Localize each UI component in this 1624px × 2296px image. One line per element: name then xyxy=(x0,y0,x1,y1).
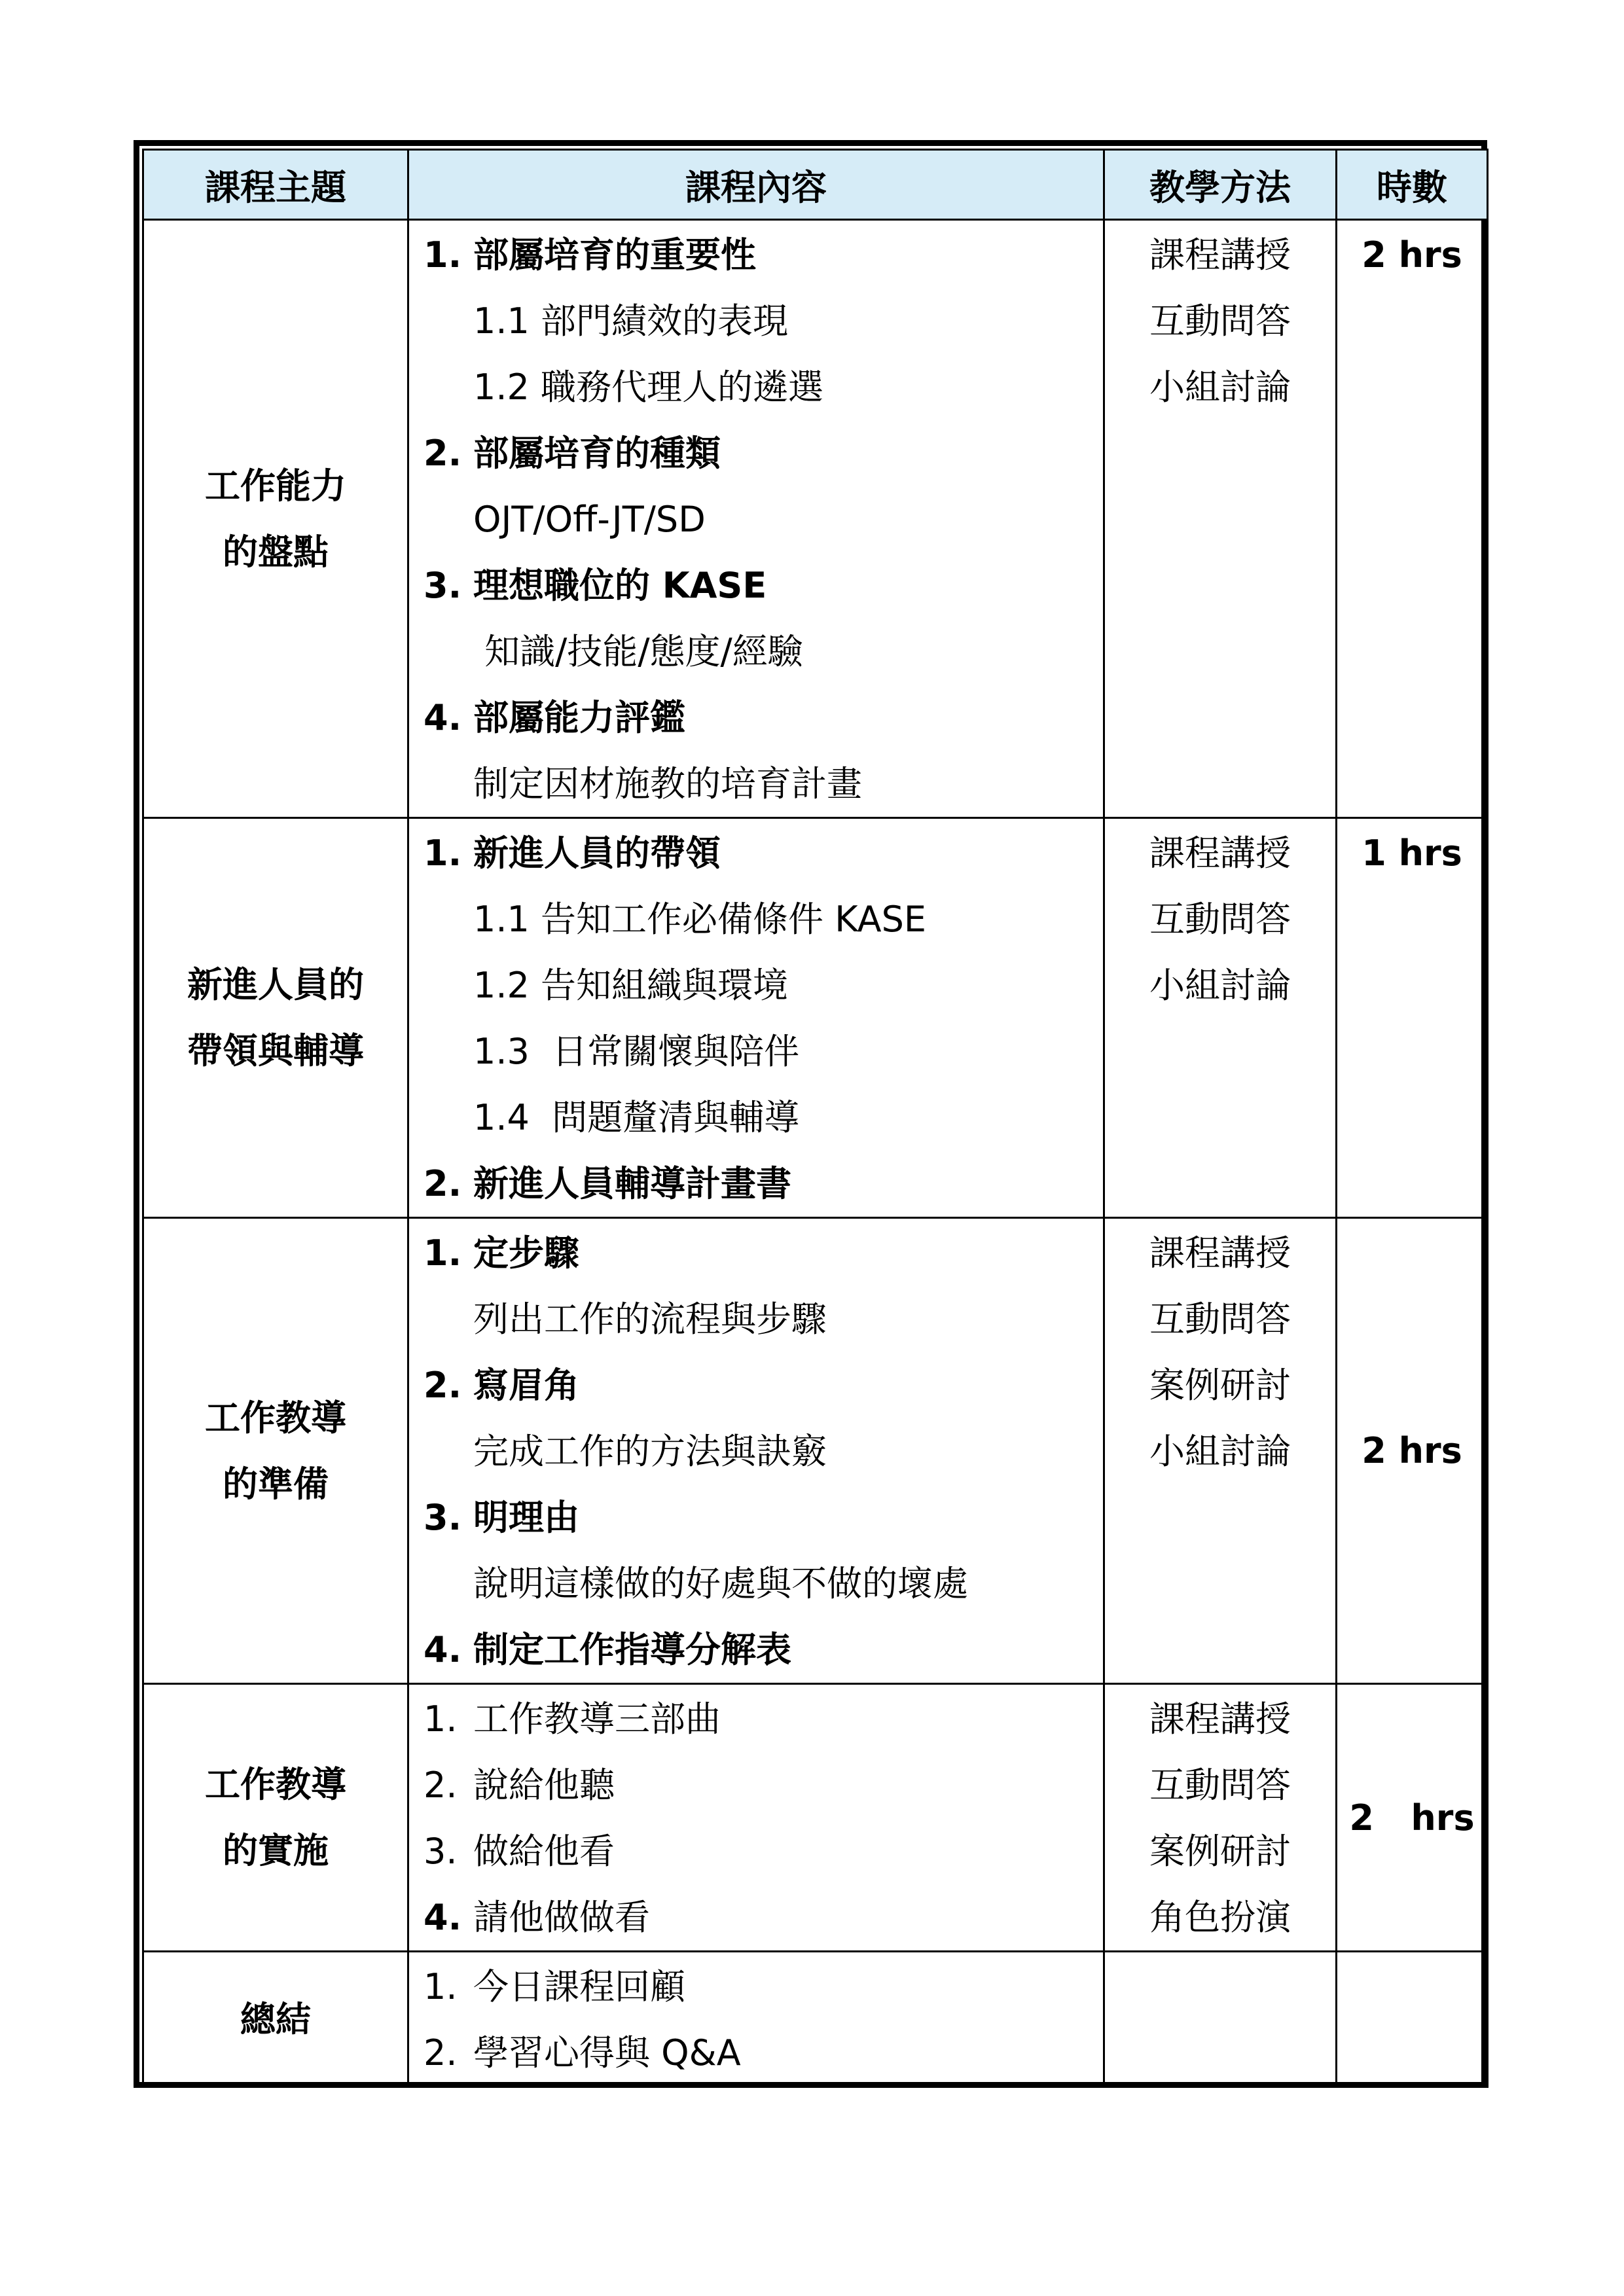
method-item: 課程講授 xyxy=(1149,833,1291,874)
hours-cell xyxy=(1337,1684,1488,1952)
method-cell xyxy=(1104,1952,1337,2087)
content-item-number: 3. xyxy=(424,1831,458,1872)
method-item: 課程講授 xyxy=(1149,1232,1291,1274)
content-item-number: 3. xyxy=(424,565,462,606)
content-item xyxy=(424,952,1103,1018)
content-cell xyxy=(408,818,1104,1218)
topic-line: 的準備 xyxy=(223,1463,329,1505)
content-subitem-text: 1.1 部門績效的表現 xyxy=(473,300,789,342)
content-item-text: 新進人員輔導計畫書 xyxy=(473,1163,791,1204)
topic-cell xyxy=(143,1952,408,2087)
content-item-text: 說給他聽 xyxy=(473,1765,615,1806)
content-item xyxy=(424,1286,1103,1352)
content-item-text: 部屬能力評鑑 xyxy=(473,697,685,738)
content-item-number: 1. xyxy=(424,234,462,276)
topic-line: 的盤點 xyxy=(223,531,329,573)
topic-line: 工作教導 xyxy=(205,1764,346,1805)
method-cell xyxy=(1104,1684,1337,1952)
content-item-text: 部屬培育的種類 xyxy=(473,433,721,474)
content-item xyxy=(424,1818,1103,1884)
course-table-body xyxy=(143,220,1488,2087)
hours-cell xyxy=(1337,1952,1488,2087)
content-item xyxy=(424,1220,1103,1286)
content-subitem-text: 知識/技能/態度/經驗 xyxy=(473,631,803,672)
method-item: 互動問答 xyxy=(1149,899,1291,940)
method-item: 案例研討 xyxy=(1149,1831,1291,1872)
content-item xyxy=(424,751,1103,817)
content-item xyxy=(424,619,1103,685)
content-item xyxy=(424,354,1103,420)
content-item-text: 今日課程回顧 xyxy=(473,1966,685,2007)
topic-line: 帶領與輔導 xyxy=(187,1030,364,1071)
method-cell xyxy=(1104,1218,1337,1684)
content-item-number: 1. xyxy=(424,833,462,874)
content-item xyxy=(424,1018,1103,1085)
method-cell xyxy=(1104,818,1337,1218)
hours-cell xyxy=(1337,818,1488,1218)
method-item: 課程講授 xyxy=(1149,1698,1291,1740)
method-cell xyxy=(1104,220,1337,818)
table-row xyxy=(143,1684,1488,1952)
content-item-number: 2. xyxy=(424,1765,458,1806)
content-cell xyxy=(408,220,1104,818)
hours-value: 1 hrs xyxy=(1362,833,1462,874)
content-item-text: 工作教導三部曲 xyxy=(473,1698,721,1740)
content-cell xyxy=(408,1952,1104,2087)
content-item-number: 2. xyxy=(424,433,462,474)
content-subitem-text: 說明這樣做的好處與不做的壞處 xyxy=(473,1563,968,1604)
content-item-text: 定步驟 xyxy=(473,1232,579,1274)
content-item-number: 1. xyxy=(424,1698,458,1740)
content-item xyxy=(424,1484,1103,1551)
content-item-number: 4. xyxy=(424,1629,462,1670)
topic-line: 的實施 xyxy=(223,1830,329,1871)
header-hours: 時數 xyxy=(1337,150,1488,220)
method-item: 小組討論 xyxy=(1149,1431,1291,1472)
method-item: 互動問答 xyxy=(1149,1765,1291,1806)
header-topic: 課程主題 xyxy=(143,150,408,220)
content-cell xyxy=(408,1684,1104,1952)
table-row xyxy=(143,818,1488,1218)
content-item xyxy=(424,1686,1103,1752)
content-item xyxy=(424,1418,1103,1484)
content-item xyxy=(424,288,1103,354)
content-item-number: 1. xyxy=(424,1232,462,1274)
content-item xyxy=(424,685,1103,751)
header-row xyxy=(143,150,1488,220)
content-item-text: 理想職位的 KASE xyxy=(473,565,767,606)
header-content: 課程內容 xyxy=(408,150,1104,220)
topic-line: 工作教導 xyxy=(205,1397,346,1439)
content-item-text: 制定工作指導分解表 xyxy=(473,1629,791,1670)
content-subitem-text: 1.2 告知組織與環境 xyxy=(473,965,789,1006)
content-item xyxy=(424,1085,1103,1151)
content-item-number: 2. xyxy=(424,1163,462,1204)
content-item xyxy=(424,1884,1103,1950)
content-item-number: 1. xyxy=(424,1966,458,2007)
content-item xyxy=(424,222,1103,288)
content-item-number: 3. xyxy=(424,1497,462,1538)
content-item xyxy=(424,1752,1103,1818)
method-item: 案例研討 xyxy=(1149,1365,1291,1406)
topic-cell xyxy=(143,818,408,1218)
content-item-number: 4. xyxy=(424,1897,462,1938)
content-item xyxy=(424,820,1103,886)
content-subitem-text: 完成工作的方法與訣竅 xyxy=(473,1431,827,1472)
header-method: 教學方法 xyxy=(1104,150,1337,220)
content-item-text: 請他做做看 xyxy=(473,1897,650,1938)
table-row xyxy=(143,220,1488,818)
method-item: 課程講授 xyxy=(1149,234,1291,276)
content-subitem-text: 1.4 問題釐清與輔導 xyxy=(473,1097,800,1138)
content-item-text: 學習心得與 Q&A xyxy=(473,2032,741,2073)
content-item xyxy=(424,420,1103,486)
table-row xyxy=(143,1952,1488,2087)
content-subitem-text: 列出工作的流程與步驟 xyxy=(473,1299,827,1340)
method-item: 小組討論 xyxy=(1149,965,1291,1006)
content-item xyxy=(424,1352,1103,1418)
method-item: 小組討論 xyxy=(1149,367,1291,408)
content-item xyxy=(424,552,1103,619)
hours-value: 2 hrs xyxy=(1362,1430,1462,1471)
content-item-text: 部屬培育的重要性 xyxy=(473,234,756,276)
hours-cell xyxy=(1337,220,1488,818)
content-item-number: 2. xyxy=(424,1365,462,1406)
topic-line: 工作能力 xyxy=(205,465,346,507)
content-subitem-text: 制定因材施教的培育計畫 xyxy=(473,763,862,804)
content-item-number: 4. xyxy=(424,697,462,738)
content-item-text: 明理由 xyxy=(473,1497,579,1538)
course-table xyxy=(142,149,1489,2088)
content-item xyxy=(424,1551,1103,1617)
method-item: 互動問答 xyxy=(1149,300,1291,342)
content-cell xyxy=(408,1218,1104,1684)
method-item: 角色扮演 xyxy=(1149,1897,1291,1938)
method-item: 互動問答 xyxy=(1149,1299,1291,1340)
hours-value: 2 hrs xyxy=(1349,1797,1475,1839)
hours-value xyxy=(1337,1986,1487,2053)
content-item xyxy=(424,886,1103,952)
content-subitem-text: 1.3 日常關懷與陪伴 xyxy=(473,1031,800,1072)
content-item xyxy=(424,2020,1103,2086)
content-subitem-text: OJT/Off-JT/SD xyxy=(473,499,706,540)
hours-value: 2 hrs xyxy=(1362,234,1462,276)
content-item xyxy=(424,1617,1103,1683)
content-subitem-text: 1.1 告知工作必備條件 KASE xyxy=(473,899,927,940)
content-item-number: 2. xyxy=(424,2032,458,2073)
course-table-frame xyxy=(134,140,1487,2088)
topic-cell xyxy=(143,220,408,818)
topic-cell xyxy=(143,1684,408,1952)
topic-line: 總結 xyxy=(240,1998,311,2040)
content-item xyxy=(424,1954,1103,2020)
content-item-text: 做給他看 xyxy=(473,1831,615,1872)
content-subitem-text: 1.2 職務代理人的遴選 xyxy=(473,367,824,408)
content-item-text: 新進人員的帶領 xyxy=(473,833,721,874)
table-row xyxy=(143,1218,1488,1684)
hours-cell xyxy=(1337,1218,1488,1684)
topic-line: 新進人員的 xyxy=(187,964,364,1005)
content-item xyxy=(424,1151,1103,1217)
topic-cell xyxy=(143,1218,408,1684)
content-item-text: 寫眉角 xyxy=(473,1365,579,1406)
content-item xyxy=(424,486,1103,552)
